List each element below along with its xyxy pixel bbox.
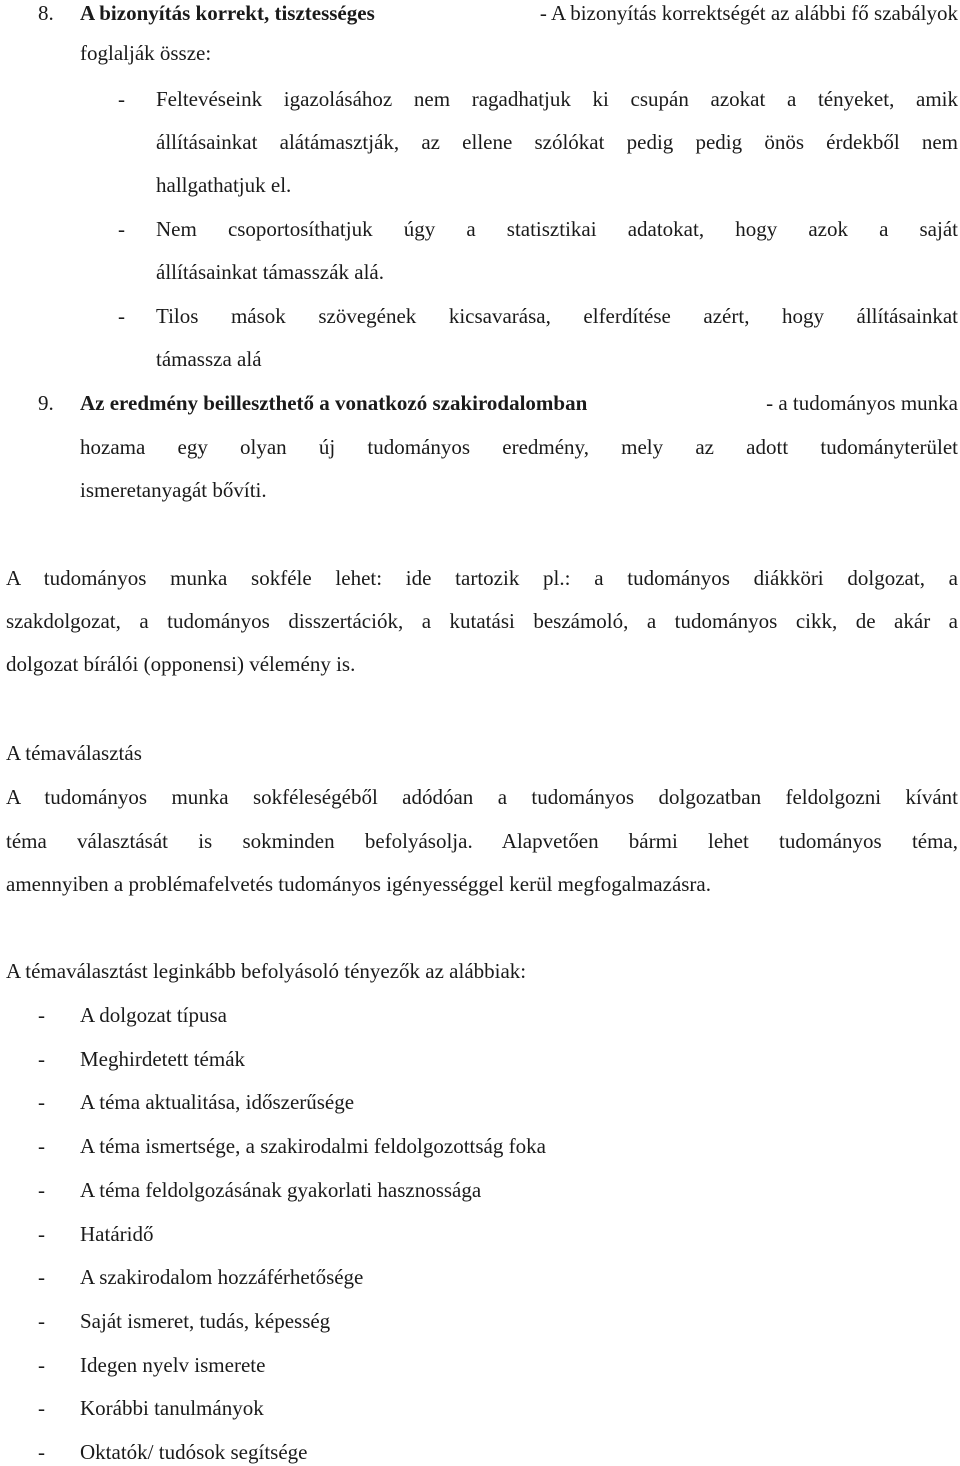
- item8-title: [80, 0, 958, 26]
- item9-line2: hozama egy olyan új tudományos eredmény, mely az adott tudományterület: [80, 435, 958, 459]
- factor-item: Idegen nyelv ismerete: [80, 1353, 266, 1377]
- factor-dash: -: [38, 1178, 45, 1202]
- item9-title: [80, 390, 958, 416]
- item8-title-rest: - A bizonyítás korrektségét az alábbi fő szabályok: [539, 1, 958, 25]
- types-line1: A tudományos munka sokféle lehet: ide tartozik pl.: a tudományos diákköri dolgozat, a: [6, 566, 958, 590]
- factor-dash: -: [38, 1222, 45, 1246]
- item8-bullet2-line2: állításainkat támasszák alá.: [156, 260, 384, 284]
- factor-dash: -: [38, 1134, 45, 1158]
- factor-item: A téma aktualitása, időszerűsége: [80, 1090, 355, 1114]
- topic-line3: amennyiben a problémafelvetés tudományos igényességgel kerül megfogalmazásra.: [6, 872, 711, 896]
- item8-number: 8.: [38, 1, 54, 25]
- factor-item: A téma ismertsége, a szakirodalmi feldolgozottság foka: [80, 1134, 546, 1158]
- factor-dash: -: [38, 1309, 45, 1333]
- item9-line3: ismeretanyagát bővíti.: [80, 478, 267, 502]
- item8-line2: foglalják össze:: [80, 41, 212, 65]
- types-line2: szakdolgozat, a tudományos disszertációk, a kutatási beszámoló, a tudományos cikk, de akár a: [6, 609, 958, 633]
- item9-title-bold: Az eredmény beilleszthető a vonatkozó szakirodalomban: [80, 391, 588, 415]
- types-line3: dolgozat bírálói (opponensi) vélemény is.: [6, 652, 356, 676]
- factors-intro: A témaválasztást leginkább befolyásoló tényezők az alábbiak:: [6, 959, 527, 983]
- item8-bullet2-dash: -: [118, 217, 125, 241]
- item8-bullet3-dash: -: [118, 304, 125, 328]
- factor-dash: -: [38, 1003, 45, 1027]
- factor-dash: -: [38, 1353, 45, 1377]
- item8-bullet2-line1: Nem csoportosíthatjuk úgy a statisztikai adatokat, hogy azok a saját: [156, 217, 958, 241]
- topic-heading: A témaválasztás: [6, 741, 142, 765]
- topic-line2: téma választását is sokminden befolyásolja. Alapvetően bármi lehet tudományos téma,: [6, 829, 958, 853]
- factor-item: Határidő: [80, 1222, 154, 1246]
- factor-item: A dolgozat típusa: [80, 1003, 227, 1027]
- item8-bullet3-line2: támassza alá: [156, 347, 262, 371]
- factor-item: Meghirdetett témák: [80, 1047, 246, 1071]
- factor-dash: -: [38, 1090, 45, 1114]
- topic-line1: A tudományos munka sokféleségéből adódóan a tudományos dolgozatban feldolgozni kívánt: [6, 785, 958, 809]
- factor-dash: -: [38, 1396, 45, 1420]
- factor-item: A szakirodalom hozzáférhetősége: [80, 1265, 364, 1289]
- item8-bullet1-line1: Feltevéseink igazolásához nem ragadhatjuk ki csupán azokat a tényeket, amik: [156, 87, 958, 111]
- factor-item: Oktatók/ tudósok segítsége: [80, 1440, 308, 1464]
- item8-bullet1-dash: -: [118, 87, 125, 111]
- item8-title-bold: A bizonyítás korrekt, tisztességes: [80, 1, 375, 25]
- item9-number: 9.: [38, 391, 54, 415]
- factor-dash: -: [38, 1440, 45, 1464]
- item8-bullet1-line2: állításainkat alátámasztják, az ellene szólókat pedig pedig önös érdekből nem: [156, 130, 958, 154]
- factor-dash: -: [38, 1265, 45, 1289]
- factor-item: Saját ismeret, tudás, képesség: [80, 1309, 331, 1333]
- item8-bullet3-line1: Tilos mások szövegének kicsavarása, elferdítése azért, hogy állításainkat: [156, 304, 958, 328]
- factor-item: A téma feldolgozásának gyakorlati hasznossága: [80, 1178, 482, 1202]
- factor-dash: -: [38, 1047, 45, 1071]
- item9-title-rest: - a tudományos munka: [766, 391, 958, 415]
- item8-bullet1-line3: hallgathatjuk el.: [156, 173, 292, 197]
- factor-item: Korábbi tanulmányok: [80, 1396, 264, 1420]
